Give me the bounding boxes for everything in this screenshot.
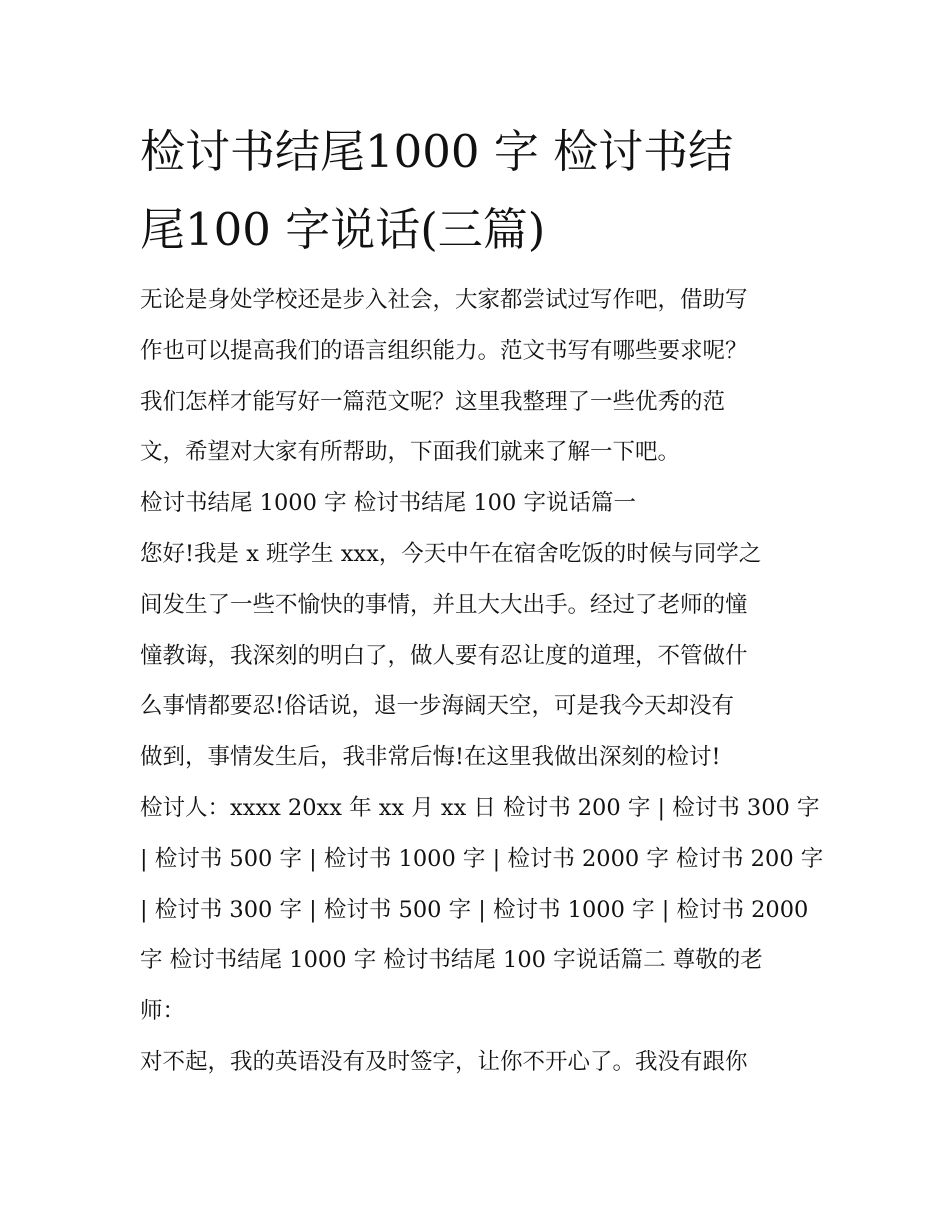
body-line: 憧教诲，我深刻的明白了，做人要有忍让度的道理，不管做什 [140,642,748,669]
intro-line: 我们怎样才能写好一篇范文呢？这里我整理了一些优秀的范 [140,388,726,415]
document-body [140,275,824,1088]
body-line: 做到，事情发生后，我非常后悔!在这里我做出深刻的检讨! [140,744,721,771]
document-title [140,0,816,269]
body-line: 对不起，我的英语没有及时签字，让你不开心了。我没有跟你 [140,1048,748,1075]
body-line: 字 检讨书结尾 1000 字 检讨书结尾 100 字说话篇二 尊敬的老 [140,947,763,974]
body-line: 师： [140,998,186,1025]
body-line: 么事情都要忍!俗话说，退一步海阔天空，可是我今天却没有 [140,693,735,720]
title-line: 检讨书结尾1000 字 检讨书结 [140,125,734,178]
body-line: | 检讨书 500 字 | 检讨书 1000 字 | 检讨书 2000 字 检讨书 200 字 [140,845,824,872]
document-page [140,0,824,1075]
body-line: | 检讨书 300 字 | 检讨书 500 字 | 检讨书 1000 字 | 检讨书 2000 [140,896,809,923]
intro-line: 无论是身处学校还是步入社会，大家都尝试过写作吧，借助写 [140,287,748,313]
section-heading: 检讨书结尾 1000 字 检讨书结尾 100 字说话篇一 [140,490,636,517]
body-line: 间发生了一些不愉快的事情，并且大大出手。经过了老师的憧 [140,591,748,618]
body-line: 您好!我是 x 班学生 xxx，今天中午在宿舍吃饭的时候与同学之 [140,540,762,567]
title-line: 尾100 字说话(三篇) [140,203,546,256]
intro-line: 文，希望对大家有所帮助，下面我们就来了解一下吧。 [140,439,681,466]
intro-line: 作也可以提高我们的语言组织能力。范文书写有哪些要求呢？ [140,337,748,364]
body-line: 检讨人：xxxx 20xx 年 xx 月 xx 日 检讨书 200 字 | 检讨书 300 字 [140,794,820,821]
